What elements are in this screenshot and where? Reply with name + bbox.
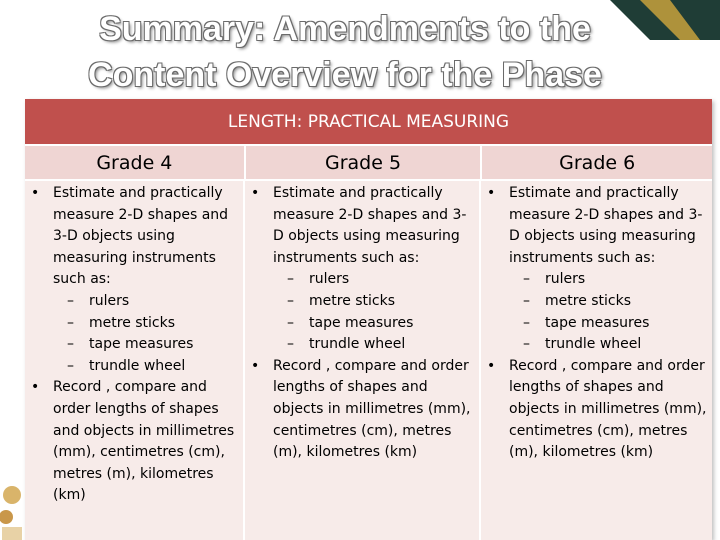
content-table [25,99,712,540]
grade-4-column [25,181,245,540]
grade-4-heading: Grade 4 [25,146,246,179]
instrument-item: – trundle wheel [273,334,475,356]
estimate-text: • Estimate and practically measure 2-D shapes and 3-D objects using measuring instruments such as: [53,185,229,288]
left-decoration [0,455,26,540]
list-item [481,183,712,356]
instrument-item: – metre sticks [273,291,475,313]
title-line-1: Summary: Amendments to the [99,10,591,48]
list-item [25,183,243,377]
instrument-item: – trundle wheel [53,356,239,378]
list-item [245,356,479,464]
instrument-item: – metre sticks [53,313,239,335]
instrument-item: – rulers [509,269,708,291]
grade-header-row [25,146,712,181]
content-row [25,181,712,540]
slide-title [0,6,690,98]
estimate-text: • Estimate and practically measure 2-D shapes and 3-D objects using measuring instruments such as: [509,185,703,266]
instrument-item: – metre sticks [509,291,708,313]
record-text: • Record , compare and order lengths of shapes and objects in millimetres (mm), centimetres (cm), metres (m), kilometres (km) [509,357,707,461]
table-header: LENGTH: PRACTICAL MEASURING [25,99,712,146]
instrument-item: – rulers [273,269,475,291]
instrument-item: – trundle wheel [509,334,708,356]
list-item [25,377,243,507]
record-text: • Record , compare and order lengths of shapes and objects in millimetres (mm), centimetres (cm), metres (m), kilometres (km) [53,379,235,504]
instrument-item: – tape measures [53,334,239,356]
instrument-item: – rulers [53,291,239,313]
record-text: • Record , compare and order lengths of shapes and objects in millimetres (mm), centimetres (cm), metres (m), kilometres (km) [273,357,471,461]
list-item [245,183,479,356]
instrument-item: – tape measures [273,313,475,335]
grade-6-heading: Grade 6 [559,151,636,174]
list-item [481,356,712,464]
estimate-text: • Estimate and practically measure 2-D shapes and 3-D objects using measuring instruments such as: [273,185,467,266]
instrument-item: – tape measures [509,313,708,335]
grade-6-column [481,181,712,540]
grade-5-heading: Grade 5 [246,146,483,179]
title-line-2: Content Overview for the Phase [88,56,602,94]
grade-5-column [245,181,481,540]
